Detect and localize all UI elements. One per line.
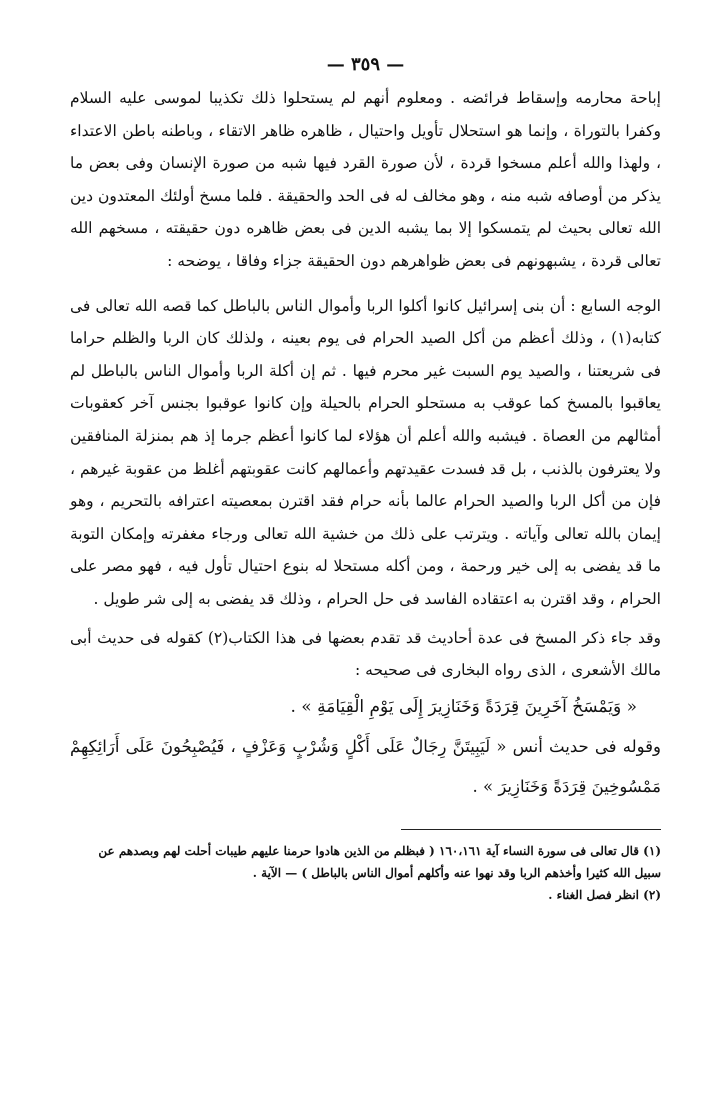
footnote-divider bbox=[401, 829, 661, 830]
footnote-1: (١) قال تعالى فى سورة النساء آية ١٦٠،١٦١ ( فبظلم من الذين هادوا حرمنا عليهم طيبات أحلت لهم وبصدهم عن سبيل الله كثيرا وأخذهم الربا وقد نهوا عنه وأكلهم أموال الناس بالباطل ) — الآية . bbox=[98, 843, 661, 880]
footnotes bbox=[70, 840, 661, 906]
paragraph-3: وقد جاء ذكر المسخ فى عدة أحاديث قد تقدم بعضها فى هذا الكتاب(٢) كقوله فى حديث أبى مالك الأشعرى ، الذى رواه البخارى فى صحيحه : bbox=[70, 628, 661, 680]
main-text bbox=[70, 82, 661, 807]
paragraph-1: إباحة محارمه وإسقاط فرائضه . ومعلوم أنهم لم يستحلوا ذلك تكذيبا لموسى عليه السلام وكفرا بالتوراة ، وإنما هو استحلال تأويل واحتيال ، ظاهره ظاهر الاتقاء ، وباطنه باطن الاعتداء ، ولهذا والله أعلم مسخوا قردة ، لأن صورة القرد فيها شبه من صورة الإنسان وفى بعض ما يذكر من أوصافه شبه منه ، وهو مخالف له فى الحد والحقيقة . فلما مسخ أولئك المعتدون دين الله تعالى بحيث لم يتمسكوا إلا بما يشبه الدين فى بعض ظاهره دون حقيقته ، مسخهم الله تعالى قردة ، يشبهونهم فى بعض ظواهرهم دون الحقيقة جزاء وفاقا ، يوضحه : bbox=[70, 89, 661, 270]
hadith-quote-1: « وَيَمْسَخُ آخَرِينَ قِرَدَةً وَخَنَازِيرَ إِلَى يَوْمِ الْقِيَامَةِ » . bbox=[290, 696, 637, 717]
hadith-quote-2: وقوله فى حديث أنس « لَيَبِيتَنَّ رِجَالٌ عَلَى أَكْلٍ وَشُرْبٍ وَعَزْفٍ ، فَيُصْبِحُونَ عَلَى أَرَائِكِهِمْ مَمْسُوخِينَ قِرَدَةً وَخَنَازِيرَ » . bbox=[70, 736, 661, 796]
page-number: — ٣٥٩ — bbox=[326, 54, 405, 75]
footnote-2: (٢) انظر فصل الغناء . bbox=[548, 887, 661, 902]
paragraph-2: الوجه السابع : أن بنى إسرائيل كانوا أكلوا الربا وأموال الناس بالباطل كما قصه الله تعالى فى كتابه(١) ، وذلك أعظم من أكل الصيد الحرام فى يوم بعينه ، ولذلك كان الربا والظلم حراما فى شريعتنا ، والصيد يوم السبت غير محرم فيها . ثم إن أكلة الربا وأموال الناس بالباطل لم يعاقبوا بالمسخ كما عوقب به مستحلو الحرام بالحيلة وإن كانوا عوقبوا بجنس آخر كعقوبات أمثالهم من العصاة . فيشبه والله أعلم أن هؤلاء لما كانوا أعظم جرما إذ هم بمنزلة المنافقين ولا يعترفون بالذنب ، بل قد فسدت عقيدتهم وأعمالهم كانت عقوبتهم أغلظ من عقوبة غيرهم ، فإن من أكل الربا والصيد الحرام عالما بأنه حرام فقد اقترن بمعصيته اعترافه بالتحريم ، وهو إيمان بالله تعالى وآياته . ويترتب على ذلك من خشية الله تعالى ورجاء مغفرته وإمكان التوبة ما قد يفضى به إلى خير ورحمة ، ومن أكله مستحلا له بنوع احتيال تأول فيه ، فهو مصر على الحرام ، وقد اقترن به اعتقاده الفاسد فى حل الحرام ، وذلك قد يفضى به إلى شر طويل . bbox=[70, 296, 661, 608]
